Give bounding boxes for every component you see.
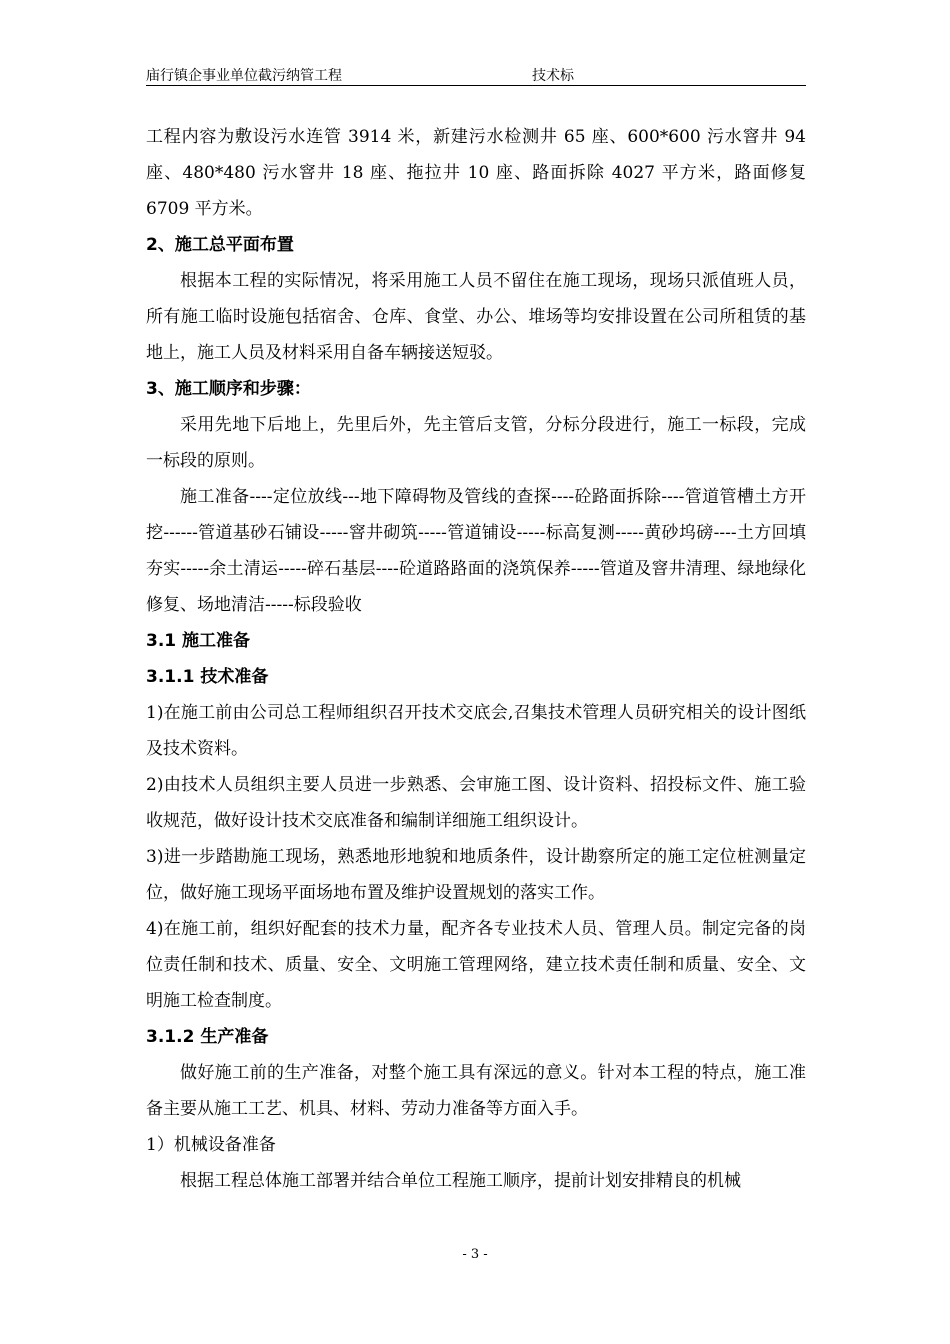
list-item-technical-2: 2)由技术人员组织主要人员进一步熟悉、会审施工图、设计资料、招投标文件、施工验收规范，做好设计技术交底准备和编制详细施工组织设计。: [146, 775, 806, 831]
list-item-technical-1: 1)在施工前由公司总工程师组织召开技术交底会,召集技术管理人员研究相关的设计图纸及技术资料。: [146, 703, 806, 759]
heading-construction-sequence: 3、施工顺序和步骤：: [146, 379, 311, 399]
list-item-equipment: 1）机械设备准备: [146, 1135, 276, 1155]
header-divider: [146, 85, 806, 86]
page-number: - 3 -: [462, 1247, 488, 1262]
document-body: [146, 119, 806, 1199]
paragraph-site-layout: 根据本工程的实际情况，将采用施工人员不留住在施工现场，现场只派值班人员，所有施工临时设施包括宿舍、仓库、食堂、办公、堆场等均安排设置在公司所租赁的基地上，施工人员及材料采用自备车辆接送短驳。: [146, 271, 806, 363]
paragraph-sequence-principle: 采用先地下后地上，先里后外，先主管后支管，分标分段进行，施工一标段，完成一标段的原则。: [146, 415, 806, 471]
paragraph-production-preparation: 做好施工前的生产准备，对整个施工具有深远的意义。针对本工程的特点，施工准备主要从施工工艺、机具、材料、劳动力准备等方面入手。: [146, 1063, 806, 1119]
page-header: [146, 66, 806, 86]
heading-site-layout: 2、施工总平面布置: [146, 235, 294, 255]
heading-technical-preparation: 3.1.1 技术准备: [146, 667, 269, 687]
list-item-technical-3: 3)进一步踏勘施工现场，熟悉地形地貌和地质条件，设计勘察所定的施工定位桩测量定位，做好施工现场平面场地布置及维护设置规划的落实工作。: [146, 847, 806, 903]
header-section-title: 技术标: [532, 68, 574, 84]
paragraph-sequence-steps: 施工准备----定位放线---地下障碍物及管线的查探----砼路面拆除----管道管槽土方开挖------管道基砂石铺设-----窨井砌筑-----管道铺设-----标高复测-----黄砂坞磅----土方回填夯实-----余土清运-----碎石基层----砼道路路面的浇筑保养-----管道及窨井清理、绿地绿化修复、场地清洁-----标段验收: [146, 487, 806, 615]
heading-preparation: 3.1 施工准备: [146, 631, 251, 651]
paragraph-project-scope: 工程内容为敷设污水连管 3914 米，新建污水检测井 65 座、600*600 污水窨井 94 座、480*480 污水窨井 18 座、拖拉井 10 座、路面拆除 4027 平方米，路面修复 6709 平方米。: [146, 127, 806, 219]
list-item-technical-4: 4)在施工前，组织好配套的技术力量，配齐各专业技术人员、管理人员。制定完备的岗位责任制和技术、质量、安全、文明施工管理网络，建立技术责任制和质量、安全、文明施工检查制度。: [146, 919, 806, 1011]
paragraph-equipment: 根据工程总体施工部署并结合单位工程施工顺序，提前计划安排精良的机械: [180, 1171, 741, 1191]
heading-production-preparation: 3.1.2 生产准备: [146, 1027, 269, 1047]
header-project-title: 庙行镇企事业单位截污纳管工程: [146, 68, 342, 84]
